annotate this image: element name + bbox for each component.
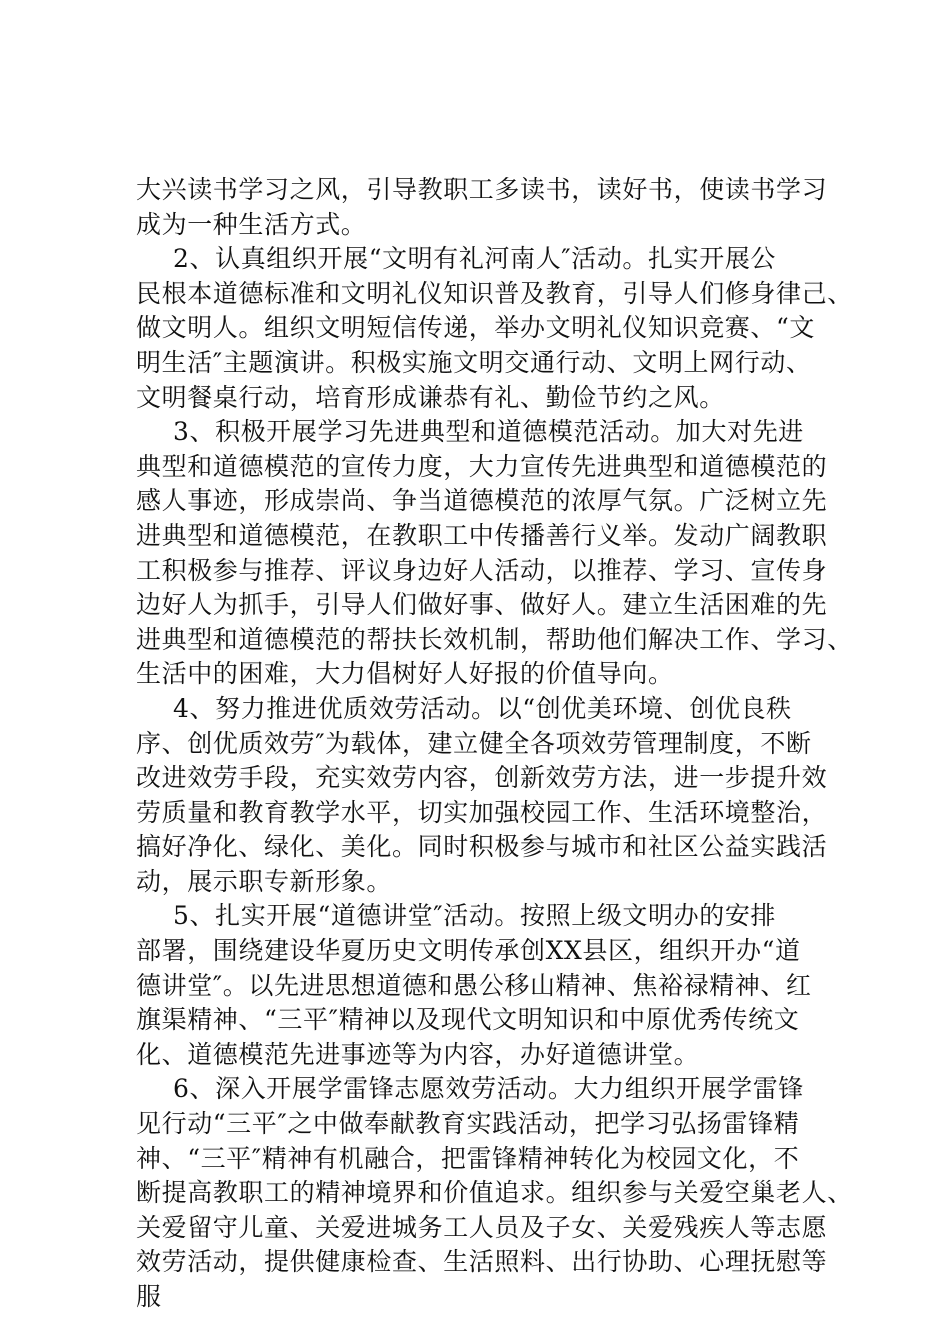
text-line: 断提高教职工的精神境界和价值追求。组织参与关爱空巢老人、 <box>136 1178 853 1208</box>
text-line: 感人事迹，形成崇尚、争当道德模范的浓厚气氛。广泛树立先 <box>136 486 828 516</box>
document-body <box>136 173 853 1315</box>
text-line: 改进效劳手段，充实效劳内容，创新效劳方法，进一步提升效 <box>136 763 828 793</box>
text-line: 民根本道德标准和文明礼仪知识普及教育，引导人们修身律己、 <box>136 278 853 308</box>
paragraph-start-line: 6、深入开展学雷锋志愿效劳活动。大力组织开展学雷锋 <box>173 1074 804 1104</box>
text-line: 做文明人。组织文明短信传递，举办文明礼仪知识竞赛、“文 <box>136 313 815 343</box>
text-line: 成为一种生活方式。 <box>136 209 367 239</box>
text-line: 见行动“三平″之中做奉献教育实践活动，把学习弘扬雷锋精 <box>136 1109 800 1139</box>
text-line: 关爱留守儿童、关爱进城务工人员及子女、关爱残疾人等志愿 <box>136 1212 828 1242</box>
text-line: 工积极参与推荐、评议身边好人活动，以推荐、学习、宣传身 <box>136 555 828 585</box>
text-line: 效劳活动，提供健康检查、生活照料、出行协助、心理抚慰等 <box>136 1247 828 1277</box>
text-line: 搞好净化、绿化、美化。同时积极参与城市和社区公益实践活 <box>136 832 828 862</box>
text-line: 神、“三平″精神有机融合，把雷锋精神转化为校园文化，不 <box>136 1143 800 1173</box>
text-line: 部署，围绕建设华夏历史文明传承创XX县区，组织开办“道 <box>136 936 801 966</box>
text-line: 序、创优质效劳″为载体，建立健全各项效劳管理制度，不断 <box>136 728 812 758</box>
text-line: 进典型和道德模范的帮扶长效机制，帮助他们解决工作、学习、 <box>136 624 853 654</box>
text-line: 动，展示职专新形象。 <box>136 866 393 896</box>
text-line: 典型和道德模范的宣传力度，大力宣传先进典型和道德模范的 <box>136 451 828 481</box>
paragraph-start-line: 5、扎实开展“道德讲堂″活动。按照上级文明办的安排 <box>173 901 777 931</box>
text-line: 文明餐桌行动，培育形成谦恭有礼、勤俭节约之风。 <box>136 382 725 412</box>
text-line: 明生活″主题演讲。积极实施文明交通行动、文明上网行动、 <box>136 347 812 377</box>
text-line: 边好人为抓手，引导人们做好事、做好人。建立生活困难的先 <box>136 590 828 620</box>
text-line: 大兴读书学习之风，引导教职工多读书，读好书，使读书学习 <box>136 175 828 204</box>
text-line: 德讲堂″。以先进思想道德和愚公移山精神、焦裕禄精神、红 <box>136 970 812 1000</box>
paragraph-start-line: 3、积极开展学习先进典型和道德模范活动。加大对先进 <box>173 417 804 447</box>
paragraph-start-line: 4、努力推进优质效劳活动。以“创优美环境、创优良秩 <box>173 693 792 723</box>
text-line: 旗渠精神、“三平″精神以及现代文明知识和中原优秀传统文 <box>136 1005 800 1035</box>
text-line: 劳质量和教育教学水平，切实加强校园工作、生活环境整治， <box>136 797 828 827</box>
text-line: 进典型和道德模范，在教职工中传播善行义举。发动广阔教职 <box>136 520 828 550</box>
text-line: 化、道德模范先进事迹等为内容，办好道德讲堂。 <box>136 1039 700 1069</box>
text-line: 生活中的困难，大力倡树好人好报的价值导向。 <box>136 659 674 689</box>
text-line: 服 <box>136 1282 162 1311</box>
paragraph-start-line: 2、认真组织开展“文明有礼河南人″活动。扎实开展公 <box>173 244 777 274</box>
